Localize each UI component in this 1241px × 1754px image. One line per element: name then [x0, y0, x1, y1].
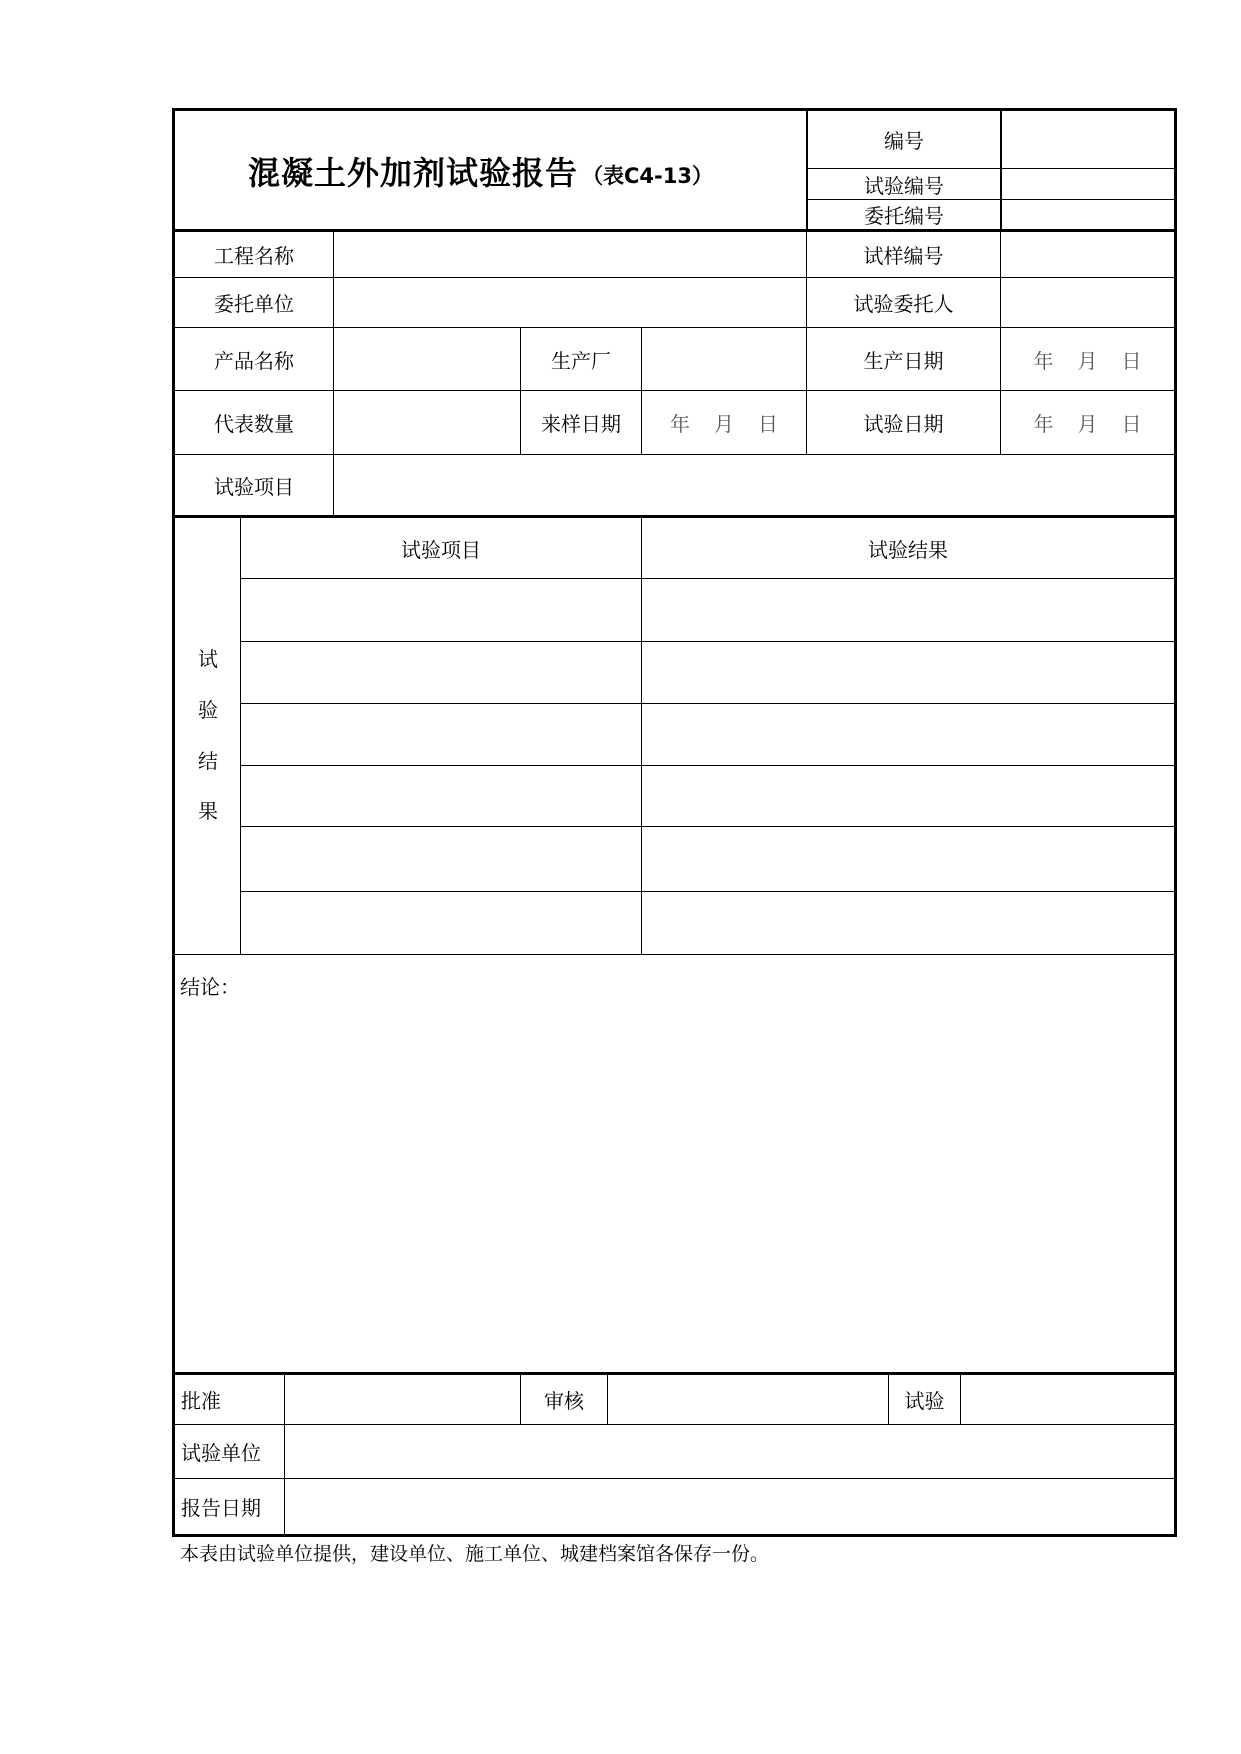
sampling-date-field[interactable]: 年 月 日: [670, 412, 778, 436]
project-name-field[interactable]: [334, 232, 806, 277]
title-main: 混凝土外加剂试验报告: [248, 154, 579, 192]
results-row[interactable]: [241, 704, 1174, 765]
test-label: 试验: [904, 1389, 945, 1413]
results-col-item-header: 试验项目: [401, 537, 481, 562]
form-code: （表C4-13）: [582, 164, 713, 188]
approve-label: 批准: [181, 1389, 221, 1413]
results-row[interactable]: [241, 642, 1174, 703]
report-date-field[interactable]: [285, 1479, 1174, 1534]
number-value-cell[interactable]: [1002, 111, 1174, 168]
test-number-label: 试验编号: [864, 173, 944, 198]
approve-field[interactable]: [285, 1375, 520, 1424]
test-field[interactable]: [961, 1375, 1174, 1424]
client-unit-label: 委托单位: [214, 292, 294, 316]
product-name-label: 产品名称: [214, 348, 294, 373]
production-date-label: 生产日期: [863, 348, 944, 373]
commission-number-label: 委托编号: [864, 204, 944, 228]
results-row[interactable]: [241, 579, 1174, 641]
number-label: 编号: [884, 129, 924, 153]
results-side-label: [175, 518, 240, 954]
commission-number-value-cell[interactable]: [1002, 200, 1174, 229]
sample-number-field[interactable]: [1001, 232, 1174, 277]
conclusion-field[interactable]: [175, 1005, 1174, 1370]
results-row[interactable]: [241, 827, 1174, 891]
results-row[interactable]: [241, 766, 1174, 826]
border-bottom: [172, 1534, 1177, 1537]
conclusion-label: 结论：: [180, 975, 240, 999]
review-field[interactable]: [608, 1375, 888, 1424]
client-unit-field[interactable]: [334, 278, 806, 327]
test-client-label: 试验委托人: [853, 292, 954, 316]
test-date-label: 试验日期: [863, 412, 944, 436]
side-char-4: 果: [198, 799, 218, 823]
results-col-result-header: 试验结果: [868, 537, 948, 562]
quantity-field[interactable]: [334, 391, 520, 454]
footer-note: 本表由试验单位提供，建设单位、施工单位、城建档案馆各保存一份。: [180, 1543, 770, 1565]
quantity-label: 代表数量: [214, 412, 294, 436]
project-name-label: 工程名称: [214, 244, 294, 268]
sample-number-label: 试样编号: [863, 244, 944, 268]
test-number-value-cell[interactable]: [1002, 169, 1174, 199]
manufacturer-field[interactable]: [642, 328, 806, 390]
test-items-field[interactable]: [334, 455, 1174, 515]
test-client-field[interactable]: [1001, 278, 1174, 327]
report-title: [248, 150, 713, 194]
report-date-label: 报告日期: [181, 1496, 261, 1520]
results-row[interactable]: [241, 892, 1174, 954]
test-items-label: 试验项目: [214, 474, 294, 499]
test-unit-field[interactable]: [285, 1425, 1174, 1478]
manufacturer-label: 生产厂: [551, 348, 611, 373]
production-date-field[interactable]: 年 月 日: [1033, 348, 1142, 373]
test-unit-label: 试验单位: [181, 1441, 261, 1465]
border-right: [1174, 108, 1177, 1537]
review-label: 审核: [544, 1389, 584, 1413]
side-char-2: 验: [198, 698, 218, 722]
product-name-field[interactable]: [334, 328, 520, 390]
test-date-field[interactable]: 年 月 日: [1033, 412, 1142, 436]
sampling-date-label: 来样日期: [541, 412, 621, 436]
side-char-3: 结: [198, 749, 218, 773]
side-char-1: 试: [198, 647, 218, 671]
